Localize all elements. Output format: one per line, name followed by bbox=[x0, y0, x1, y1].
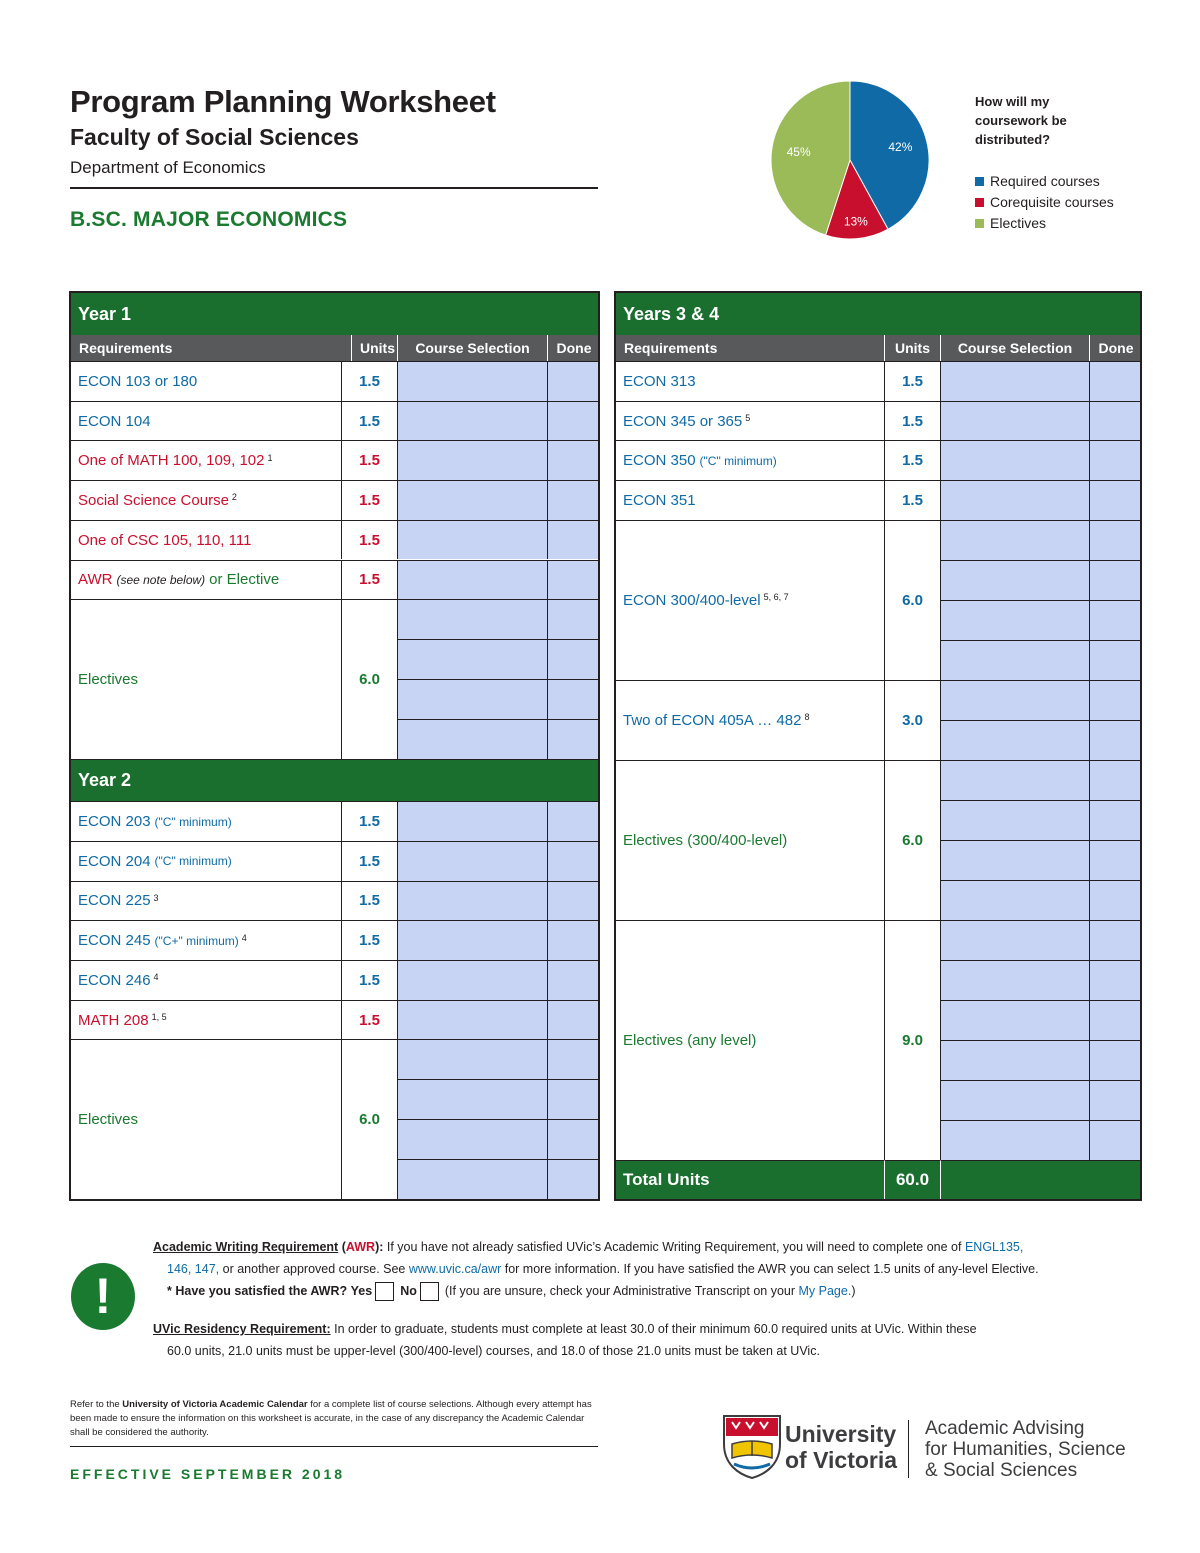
year-2-done-checkbox[interactable] bbox=[547, 881, 598, 921]
requirement-cell bbox=[71, 401, 341, 441]
units-cell: 1.5 bbox=[341, 361, 397, 401]
year-2-course-selection-input[interactable] bbox=[397, 1000, 547, 1040]
requirement-text: ECON 345 or 365 bbox=[623, 412, 743, 430]
requirement-text: Electives (any level) bbox=[623, 1031, 757, 1049]
awr-text: for more information. If you have satisfied the AWR you can select 1.5 units of any-level Elective. bbox=[504, 1262, 1039, 1276]
year-3-4-course-selection-input[interactable] bbox=[940, 1120, 1089, 1160]
units-cell: 1.5 bbox=[341, 841, 397, 881]
units-cell: 6.0 bbox=[884, 520, 940, 680]
requirement-cell bbox=[71, 841, 341, 881]
year-2-done-checkbox[interactable] bbox=[547, 1159, 598, 1199]
year-2-header: Year 2 bbox=[71, 759, 598, 801]
page-title: Program Planning Worksheet bbox=[70, 84, 496, 119]
year-2-course-selection-input[interactable] bbox=[397, 960, 547, 1000]
residency-line-1 bbox=[153, 1318, 1143, 1340]
year-3-4-course-selection-input[interactable] bbox=[940, 440, 1089, 480]
year-1-course-selection-input[interactable] bbox=[397, 520, 547, 560]
requirement-cell bbox=[71, 1039, 341, 1199]
year-3-4-course-selection-input[interactable] bbox=[940, 720, 1089, 760]
year-3-4-done-checkbox[interactable] bbox=[1089, 361, 1140, 401]
year-3-4-course-selection-input[interactable] bbox=[940, 640, 1089, 680]
year-2-done-checkbox[interactable] bbox=[547, 1079, 598, 1119]
advising-line-1: Academic Advising bbox=[925, 1418, 1085, 1439]
awr-text: or another approved course. See bbox=[222, 1262, 406, 1276]
year-3-4-column-headers bbox=[616, 335, 1140, 361]
my-page-link[interactable]: My Page. bbox=[798, 1284, 852, 1298]
yes-label: Yes bbox=[350, 1284, 373, 1298]
awr-website-link[interactable]: www.uvic.ca/awr bbox=[408, 1262, 502, 1276]
awr-close-paren: ) bbox=[851, 1284, 856, 1298]
year-2-done-checkbox[interactable] bbox=[547, 1039, 598, 1079]
requirement-cell bbox=[71, 881, 341, 921]
requirement-text: ECON 225 bbox=[78, 892, 151, 910]
requirement-text: ECON 350 bbox=[623, 452, 696, 470]
requirement-cell bbox=[616, 440, 884, 480]
requirement-text: ECON 103 or 180 bbox=[78, 372, 198, 390]
uvic-line-2: of Victoria bbox=[785, 1447, 898, 1473]
legend-item-corequisite bbox=[975, 192, 1114, 213]
footnote-ref: 1 bbox=[267, 452, 273, 463]
year-3-4-course-selection-input[interactable] bbox=[940, 560, 1089, 600]
requirement-cell bbox=[616, 361, 884, 401]
residency-note bbox=[153, 1318, 1143, 1362]
year-2-course-selection-input[interactable] bbox=[397, 881, 547, 921]
legend-item-electives bbox=[975, 213, 1114, 234]
requirement-cell bbox=[71, 960, 341, 1000]
legend-label: Required courses bbox=[990, 173, 1100, 189]
units-cell: 9.0 bbox=[884, 920, 940, 1160]
requirement-text: One of CSC 105, 110, 111 bbox=[78, 531, 252, 549]
year-1-course-selection-input[interactable] bbox=[397, 599, 547, 639]
legend-swatch bbox=[975, 198, 984, 207]
year-1-done-checkbox[interactable] bbox=[547, 480, 598, 520]
awr-paren: ( bbox=[341, 1240, 346, 1254]
footnote-ref: 8 bbox=[804, 712, 810, 723]
disclaimer bbox=[70, 1398, 595, 1440]
year-1-column-headers bbox=[71, 335, 598, 361]
footnote-ref: 4 bbox=[241, 932, 247, 943]
residency-title: UVic Residency Requirement: bbox=[153, 1322, 331, 1336]
year-1-course-selection-input[interactable] bbox=[397, 361, 547, 401]
year-2-done-checkbox[interactable] bbox=[547, 1119, 598, 1159]
year-3-4-course-selection-input[interactable] bbox=[940, 800, 1089, 840]
year-3-4-course-selection-input[interactable] bbox=[940, 1000, 1089, 1040]
footnote-ref: 5 bbox=[745, 413, 751, 424]
awr-abbr: AWR bbox=[345, 1240, 376, 1254]
year-3-4-course-selection-input[interactable] bbox=[940, 480, 1089, 520]
year-1-done-checkbox[interactable] bbox=[547, 719, 598, 759]
pie-label: 13% bbox=[843, 214, 868, 229]
no-label: No bbox=[400, 1284, 417, 1298]
requirement-cell bbox=[616, 480, 884, 520]
requirement-text: ECON 245 bbox=[78, 932, 151, 950]
requirement-text: ECON 246 bbox=[78, 971, 151, 989]
units-cell: 1.5 bbox=[341, 881, 397, 921]
col-units: Units bbox=[351, 335, 403, 361]
year-3-4-course-selection-input[interactable] bbox=[940, 1080, 1089, 1120]
year-1-done-checkbox[interactable] bbox=[547, 560, 598, 600]
requirement-cell bbox=[616, 401, 884, 441]
col-requirements: Requirements bbox=[624, 340, 718, 356]
pie-legend bbox=[975, 171, 1114, 234]
units-cell: 1.5 bbox=[341, 440, 397, 480]
no-checkbox[interactable] bbox=[420, 1282, 439, 1301]
year-1-course-selection-input[interactable] bbox=[397, 560, 547, 600]
units-cell: 1.5 bbox=[884, 361, 940, 401]
requirement-cell bbox=[71, 440, 341, 480]
footer-divider bbox=[70, 1446, 598, 1447]
requirement-text: Social Science Course bbox=[78, 491, 229, 509]
uvic-crest-icon bbox=[722, 1414, 782, 1480]
yes-checkbox[interactable] bbox=[375, 1282, 394, 1301]
faculty-name: Faculty of Social Sciences bbox=[70, 124, 359, 150]
col-done: Done bbox=[1089, 335, 1142, 361]
units-cell: 1.5 bbox=[341, 1000, 397, 1040]
residency-text: In order to graduate, students must complete at least 30.0 of their minimum 60.0 required units at UVic. Within these bbox=[334, 1322, 977, 1336]
year-3-4-course-selection-input[interactable] bbox=[940, 840, 1089, 880]
requirement-cell bbox=[71, 480, 341, 520]
year-2-course-selection-input[interactable] bbox=[397, 1079, 547, 1119]
distribution-pie-chart bbox=[770, 80, 930, 240]
year-3-4-done-checkbox[interactable] bbox=[1089, 1080, 1140, 1120]
pie-chart-title: How will my coursework be distributed? bbox=[975, 94, 1067, 147]
year-1-done-checkbox[interactable] bbox=[547, 520, 598, 560]
units-cell: 1.5 bbox=[341, 520, 397, 560]
pie-label: 45% bbox=[786, 144, 811, 159]
requirement-cell bbox=[71, 801, 341, 841]
year-3-4-course-selection-input[interactable] bbox=[940, 760, 1089, 800]
legend-label: Electives bbox=[990, 215, 1047, 231]
awr-paren: ): bbox=[375, 1240, 384, 1254]
col-requirements: Requirements bbox=[79, 340, 173, 356]
year-1-done-checkbox[interactable] bbox=[547, 440, 598, 480]
units-cell: 1.5 bbox=[341, 480, 397, 520]
requirement-cell bbox=[616, 920, 884, 1160]
units-cell: 6.0 bbox=[341, 599, 397, 759]
year-3-4-done-checkbox[interactable] bbox=[1089, 880, 1140, 920]
requirement-text: Electives (300/400-level) bbox=[623, 831, 788, 849]
year-3-4-done-checkbox[interactable] bbox=[1089, 520, 1140, 560]
total-units-value: 60.0 bbox=[884, 1160, 940, 1199]
awr-text: If you have not already satisfied UVic’s Academic Writing Requirement, you will need to complete one of bbox=[386, 1240, 962, 1254]
year-2-done-checkbox[interactable] bbox=[547, 1000, 598, 1040]
exclamation-icon: ! bbox=[71, 1263, 135, 1330]
department-name: Department of Economics bbox=[70, 158, 266, 177]
year-1-done-checkbox[interactable] bbox=[547, 679, 598, 719]
year-3-4-course-selection-input[interactable] bbox=[940, 960, 1089, 1000]
requirement-text: ECON 351 bbox=[623, 491, 696, 509]
year-1-done-checkbox[interactable] bbox=[547, 639, 598, 679]
title-divider bbox=[70, 187, 598, 189]
footnote-ref: 5, 6, 7 bbox=[763, 592, 789, 603]
requirement-text: ECON 104 bbox=[78, 412, 151, 430]
year-3-4-done-checkbox[interactable] bbox=[1089, 720, 1140, 760]
year-3-4-done-checkbox[interactable] bbox=[1089, 640, 1140, 680]
requirement-text: AWR bbox=[78, 571, 113, 589]
total-units-label: Total Units bbox=[616, 1160, 884, 1199]
awr-question: * Have you satisfied the AWR? bbox=[167, 1284, 348, 1298]
year-3-4-course-selection-input[interactable] bbox=[940, 520, 1089, 560]
col-done: Done bbox=[547, 335, 600, 361]
awr-unsure-text: (If you are unsure, check your Administrative Transcript on your bbox=[444, 1284, 796, 1298]
year-1-course-selection-input[interactable] bbox=[397, 440, 547, 480]
program-name: B.SC. MAJOR ECONOMICS bbox=[70, 208, 348, 231]
year-2-done-checkbox[interactable] bbox=[547, 960, 598, 1000]
total-units-blank bbox=[940, 1160, 1140, 1199]
units-cell: 1.5 bbox=[341, 401, 397, 441]
year-2-course-selection-input[interactable] bbox=[397, 1039, 547, 1079]
year-3-4-done-checkbox[interactable] bbox=[1089, 440, 1140, 480]
advising-line-2: for Humanities, Science bbox=[925, 1439, 1126, 1460]
requirement-cell bbox=[71, 361, 341, 401]
year-1-done-checkbox[interactable] bbox=[547, 361, 598, 401]
legend-item-required bbox=[975, 171, 1114, 192]
requirement-text: Electives bbox=[78, 671, 139, 689]
year-2-course-selection-input[interactable] bbox=[397, 920, 547, 960]
requirement-text: Electives bbox=[78, 1111, 139, 1129]
pie-label: 42% bbox=[888, 140, 913, 155]
uvic-wordmark bbox=[785, 1421, 897, 1473]
requirement-note: ("C" minimum) bbox=[699, 453, 777, 468]
year-2-course-selection-input[interactable] bbox=[397, 801, 547, 841]
year-3-4-course-selection-input[interactable] bbox=[940, 1040, 1089, 1080]
year-3-4-done-checkbox[interactable] bbox=[1089, 600, 1140, 640]
requirement-cell bbox=[71, 520, 341, 560]
units-cell: 1.5 bbox=[341, 801, 397, 841]
disclaimer-text: for a complete list of course selections. Although every attempt has been made to ensure the information on this worksheet is accurate, in the case of any discrepancy the Academic Calendar shall be considered the authority. bbox=[70, 1399, 592, 1438]
engl135-link[interactable]: ENGL135, bbox=[964, 1240, 1024, 1254]
requirement-text: One of MATH 100, 109, 102 bbox=[78, 452, 265, 470]
year-3-4-done-checkbox[interactable] bbox=[1089, 960, 1140, 1000]
disclaimer-text: Refer to the bbox=[70, 1399, 120, 1410]
requirement-cell bbox=[71, 560, 341, 600]
requirement-cell bbox=[616, 520, 884, 680]
awr-line-2 bbox=[153, 1258, 1143, 1280]
year-3-4-done-checkbox[interactable] bbox=[1089, 401, 1140, 441]
logo-divider bbox=[908, 1420, 909, 1478]
year-1-course-selection-input[interactable] bbox=[397, 639, 547, 679]
requirement-text: Two of ECON 405A … 482 bbox=[623, 711, 802, 729]
year-2-done-checkbox[interactable] bbox=[547, 841, 598, 881]
year-3-4-done-checkbox[interactable] bbox=[1089, 1040, 1140, 1080]
year-3-4-course-selection-input[interactable] bbox=[940, 600, 1089, 640]
requirement-cell bbox=[616, 680, 884, 760]
year-2-done-checkbox[interactable] bbox=[547, 920, 598, 960]
awr-line-1 bbox=[153, 1236, 1143, 1258]
units-cell: 3.0 bbox=[884, 680, 940, 760]
requirement-note: ("C+" minimum) bbox=[154, 933, 239, 948]
year-3-4-done-checkbox[interactable] bbox=[1089, 680, 1140, 720]
awr-title: Academic Writing Requirement bbox=[153, 1240, 339, 1254]
units-cell: 1.5 bbox=[341, 920, 397, 960]
uvic-line-1: University bbox=[785, 1421, 897, 1447]
awr-note bbox=[153, 1236, 1143, 1302]
footnote-ref: 3 bbox=[153, 892, 159, 903]
year-1-course-selection-input[interactable] bbox=[397, 480, 547, 520]
year-2-done-checkbox[interactable] bbox=[547, 801, 598, 841]
units-cell: 6.0 bbox=[341, 1039, 397, 1199]
footnote-ref: 4 bbox=[153, 972, 159, 983]
year-3-4-done-checkbox[interactable] bbox=[1089, 1000, 1140, 1040]
year-1-done-checkbox[interactable] bbox=[547, 599, 598, 639]
awr-line-3 bbox=[153, 1280, 1143, 1302]
requirement-text: ECON 313 bbox=[623, 372, 696, 390]
requirement-cell bbox=[71, 920, 341, 960]
requirement-note: ("C" minimum) bbox=[154, 854, 232, 869]
units-cell: 1.5 bbox=[341, 560, 397, 600]
year-3-4-done-checkbox[interactable] bbox=[1089, 560, 1140, 600]
year-1-done-checkbox[interactable] bbox=[547, 401, 598, 441]
footnote-ref: 2 bbox=[231, 492, 237, 503]
effective-date: EFFECTIVE SEPTEMBER 2018 bbox=[70, 1466, 346, 1482]
col-course-selection: Course Selection bbox=[940, 335, 1089, 361]
col-units: Units bbox=[884, 335, 940, 361]
year-1-course-selection-input[interactable] bbox=[397, 719, 547, 759]
year-3-4-done-checkbox[interactable] bbox=[1089, 760, 1140, 800]
year-3-4-course-selection-input[interactable] bbox=[940, 361, 1089, 401]
year-3-4-done-checkbox[interactable] bbox=[1089, 840, 1140, 880]
year-2-course-selection-input[interactable] bbox=[397, 1159, 547, 1199]
requirement-cell bbox=[71, 1000, 341, 1040]
units-cell: 6.0 bbox=[884, 760, 940, 920]
year-1-course-selection-input[interactable] bbox=[397, 401, 547, 441]
year-3-4-done-checkbox[interactable] bbox=[1089, 480, 1140, 520]
requirement-text: ECON 204 bbox=[78, 852, 151, 870]
units-cell: 1.5 bbox=[884, 401, 940, 441]
units-cell: 1.5 bbox=[884, 480, 940, 520]
year-3-4-done-checkbox[interactable] bbox=[1089, 800, 1140, 840]
year-3-4-course-selection-input[interactable] bbox=[940, 880, 1089, 920]
year-2-course-selection-input[interactable] bbox=[397, 841, 547, 881]
requirement-text: ECON 203 bbox=[78, 813, 151, 831]
advising-line-3: & Social Sciences bbox=[925, 1460, 1078, 1481]
units-cell: 1.5 bbox=[884, 440, 940, 480]
requirement-text: or Elective bbox=[209, 571, 280, 589]
year-1-header: Year 1 bbox=[71, 293, 598, 335]
year-2-course-selection-input[interactable] bbox=[397, 1119, 547, 1159]
requirement-cell bbox=[71, 599, 341, 759]
legend-label: Corequisite courses bbox=[990, 194, 1114, 210]
year-3-4-table bbox=[614, 291, 1142, 1201]
requirement-text: MATH 208 bbox=[78, 1011, 149, 1029]
year-1-2-table bbox=[69, 291, 600, 1201]
advising-name bbox=[925, 1418, 1126, 1481]
legend-swatch bbox=[975, 219, 984, 228]
year-3-4-done-checkbox[interactable] bbox=[1089, 920, 1140, 960]
footnote-ref: 1, 5 bbox=[151, 1012, 167, 1023]
engl-146-147-link[interactable]: 146, 147, bbox=[167, 1262, 220, 1276]
year-1-course-selection-input[interactable] bbox=[397, 679, 547, 719]
year-3-4-course-selection-input[interactable] bbox=[940, 680, 1089, 720]
residency-line-2: 60.0 units, 21.0 units must be upper-level (300/400-level) courses, and 18.0 of those 21.0 units must be taken at UVic. bbox=[167, 1344, 820, 1358]
calendar-reference: University of Victoria Academic Calendar bbox=[122, 1399, 308, 1410]
year-3-4-course-selection-input[interactable] bbox=[940, 401, 1089, 441]
requirement-cell bbox=[616, 760, 884, 920]
col-course-selection: Course Selection bbox=[397, 335, 547, 361]
year-3-4-done-checkbox[interactable] bbox=[1089, 1120, 1140, 1160]
units-cell: 1.5 bbox=[341, 960, 397, 1000]
year-3-4-course-selection-input[interactable] bbox=[940, 920, 1089, 960]
requirement-text: ECON 300/400-level bbox=[623, 591, 761, 609]
year-3-4-header: Years 3 & 4 bbox=[616, 293, 1140, 335]
requirement-note: (see note below) bbox=[116, 572, 206, 587]
legend-swatch bbox=[975, 177, 984, 186]
requirement-note: ("C" minimum) bbox=[154, 814, 232, 829]
